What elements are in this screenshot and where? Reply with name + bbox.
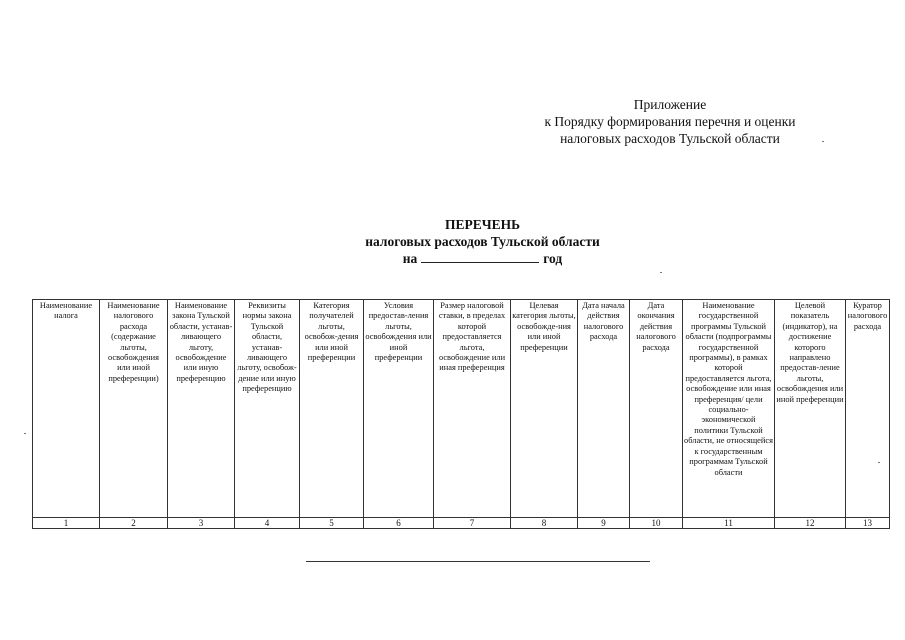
appendix-note	[500, 96, 840, 147]
column-number: 2	[100, 518, 168, 529]
scan-speck	[24, 433, 26, 434]
column-number: 8	[511, 518, 578, 529]
column-number-row	[33, 518, 890, 529]
scan-speck	[660, 272, 662, 273]
column-number: 10	[630, 518, 683, 529]
year-line	[0, 250, 905, 267]
column-number: 1	[33, 518, 100, 529]
column-number: 4	[235, 518, 300, 529]
signature-line	[306, 561, 650, 562]
column-number: 9	[578, 518, 630, 529]
column-number: 5	[300, 518, 364, 529]
year-blank-field	[421, 250, 539, 263]
appendix-label: Приложение	[633, 97, 707, 112]
column-number: 13	[846, 518, 890, 529]
column-header: Категория получателей льготы, освобож-дения или иной преференции	[300, 300, 364, 518]
table-header-row	[33, 300, 890, 518]
column-number: 12	[775, 518, 846, 529]
scan-speck	[878, 462, 880, 463]
column-header: Дата окончания действия налогового расхода	[630, 300, 683, 518]
column-header: Целевой показатель (индикатор), на достижение которого направлено предостав-ление льготы, освобождения или иной преференции	[775, 300, 846, 518]
column-header: Наименование налогового расхода (содержание льготы, освобождения или иной преференции)	[100, 300, 168, 518]
column-header: Наименование закона Тульской области, устанав-ливающего льготу, освобождение или иную преференцию	[168, 300, 235, 518]
document-title	[0, 216, 905, 267]
column-header: Размер налоговой ставки, в пределах которой предоставляется льгота, освобождение или иная преференция	[434, 300, 511, 518]
title-heading: ПЕРЕЧЕНЬ	[444, 217, 521, 232]
column-header: Дата начала действия налогового расхода	[578, 300, 630, 518]
appendix-reference-line: к Порядку формирования перечня и оценки	[544, 114, 796, 129]
column-header: Наименование государственной программы Тульской области (подпрограммы государственной программы), в рамках которой предоставляется льгота, освобождение или иная преференция/ цели социально-экономической политики Тульской области, не относящейся к государственным программам Тульской области	[683, 300, 775, 518]
title-subheading: налоговых расходов Тульской области	[365, 234, 600, 249]
column-header: Куратор налогового расхода	[846, 300, 890, 518]
column-number: 3	[168, 518, 235, 529]
year-suffix: год	[543, 251, 563, 266]
scan-speck	[822, 141, 824, 142]
column-header: Целевая категория льготы, освобожде-ния или иной преференции	[511, 300, 578, 518]
year-prefix: на	[402, 251, 418, 266]
column-header: Условия предостав-ления льготы, освобождения или иной преференции	[364, 300, 434, 518]
tax-expenditure-table	[32, 299, 890, 529]
column-number: 11	[683, 518, 775, 529]
appendix-reference-line: налоговых расходов Тульской области	[560, 131, 780, 146]
column-number: 7	[434, 518, 511, 529]
column-number: 6	[364, 518, 434, 529]
column-header: Реквизиты нормы закона Тульской области, устанав-ливающего льготу, освобож-дение или иную преференцию	[235, 300, 300, 518]
column-header: Наименование налога	[33, 300, 100, 518]
